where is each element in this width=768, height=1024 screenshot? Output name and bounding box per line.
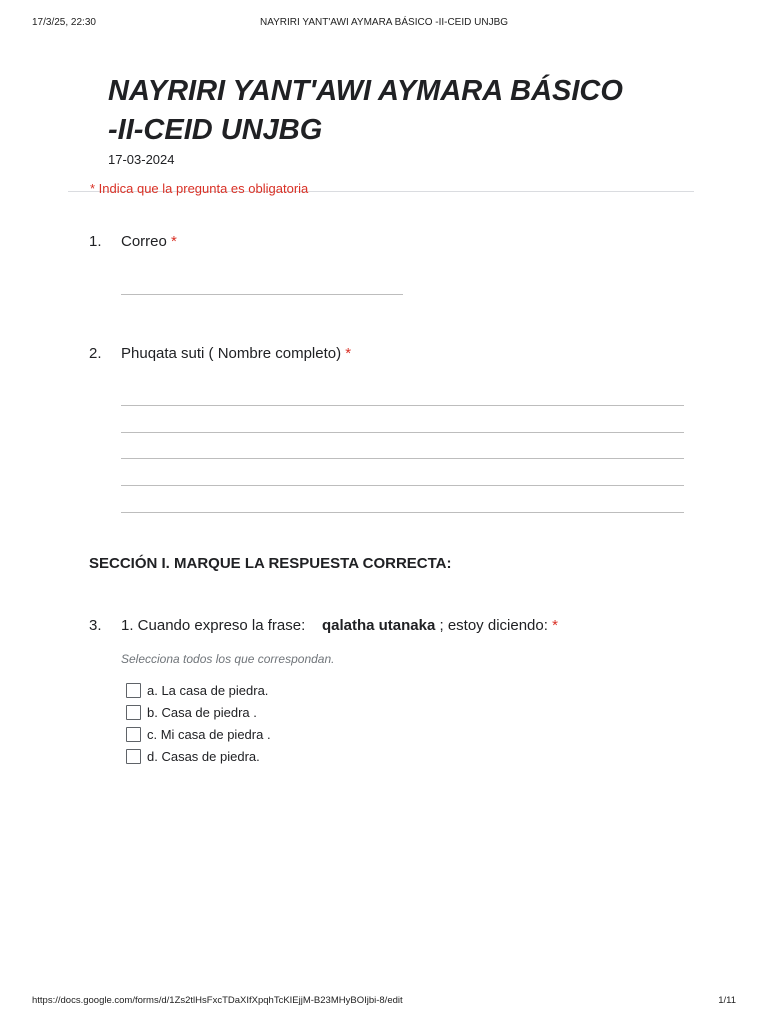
- question-2-number: 2.: [89, 345, 102, 362]
- question-2-text: Phuqata suti ( Nombre completo): [121, 345, 342, 362]
- form-title: [108, 72, 708, 150]
- question-2-label: [121, 345, 351, 362]
- option-d[interactable]: [126, 745, 271, 767]
- option-b-label: b. Casa de piedra .: [147, 704, 257, 720]
- checkbox-c[interactable]: [126, 727, 141, 742]
- question-2-answer-line-1[interactable]: [121, 405, 684, 406]
- question-3-hint: Selecciona todos los que correspondan.: [121, 652, 335, 666]
- question-1-text: Correo: [121, 233, 167, 250]
- question-2-answer-line-5[interactable]: [121, 512, 684, 513]
- required-asterisk: *: [552, 617, 558, 634]
- question-3-label: [121, 617, 558, 634]
- page-number: 1/11: [718, 995, 736, 1006]
- form-title-line1: NAYRIRI YANT'AWI AYMARA BÁSICO: [108, 75, 623, 107]
- question-1-number: 1.: [89, 233, 102, 250]
- option-a-label: a. La casa de piedra.: [147, 682, 269, 698]
- option-c-label: c. Mi casa de piedra .: [147, 726, 271, 742]
- required-asterisk: *: [345, 345, 352, 362]
- question-3-text-suffix: ; estoy diciendo:: [439, 617, 548, 634]
- print-header: [32, 17, 736, 31]
- question-3-number: 3.: [89, 617, 102, 634]
- option-b[interactable]: [126, 701, 271, 723]
- question-2-answer-line-3[interactable]: [121, 458, 684, 459]
- required-note: * Indica que la pregunta es obligatoria: [90, 181, 309, 196]
- checkbox-b[interactable]: [126, 705, 141, 720]
- question-1-label: [121, 233, 177, 250]
- question-1-answer-field[interactable]: [121, 294, 403, 295]
- question-3-options: [126, 679, 271, 767]
- question-2-answer-line-4[interactable]: [121, 485, 684, 486]
- print-title: NAYRIRI YANT'AWI AYMARA BÁSICO -II-CEID UNJBG: [259, 17, 509, 28]
- print-url: https://docs.google.com/forms/d/1Zs2tlHsFxcTDaXIfXpqhTcKIEjjM-B23MHyBOIjbi-8/edit: [32, 995, 403, 1006]
- option-c[interactable]: [126, 723, 271, 745]
- question-3-text-prefix: 1. Cuando expreso la frase:: [121, 617, 306, 634]
- required-asterisk: *: [171, 233, 177, 250]
- form-description: 17-03-2024: [108, 152, 175, 167]
- question-2-answer-line-2[interactable]: [121, 432, 684, 433]
- checkbox-a[interactable]: [126, 683, 141, 698]
- print-footer: [32, 995, 736, 1009]
- form-title-line2: -II-CEID UNJBG: [108, 114, 323, 146]
- option-a[interactable]: [126, 679, 271, 701]
- checkbox-d[interactable]: [126, 749, 141, 764]
- print-date: 17/3/25, 22:30: [32, 17, 96, 28]
- section-title: SECCIÓN I. MARQUE LA RESPUESTA CORRECTA:: [89, 555, 452, 572]
- question-3-phrase: qalatha utanaka: [321, 617, 436, 634]
- option-d-label: d. Casas de piedra.: [147, 748, 260, 764]
